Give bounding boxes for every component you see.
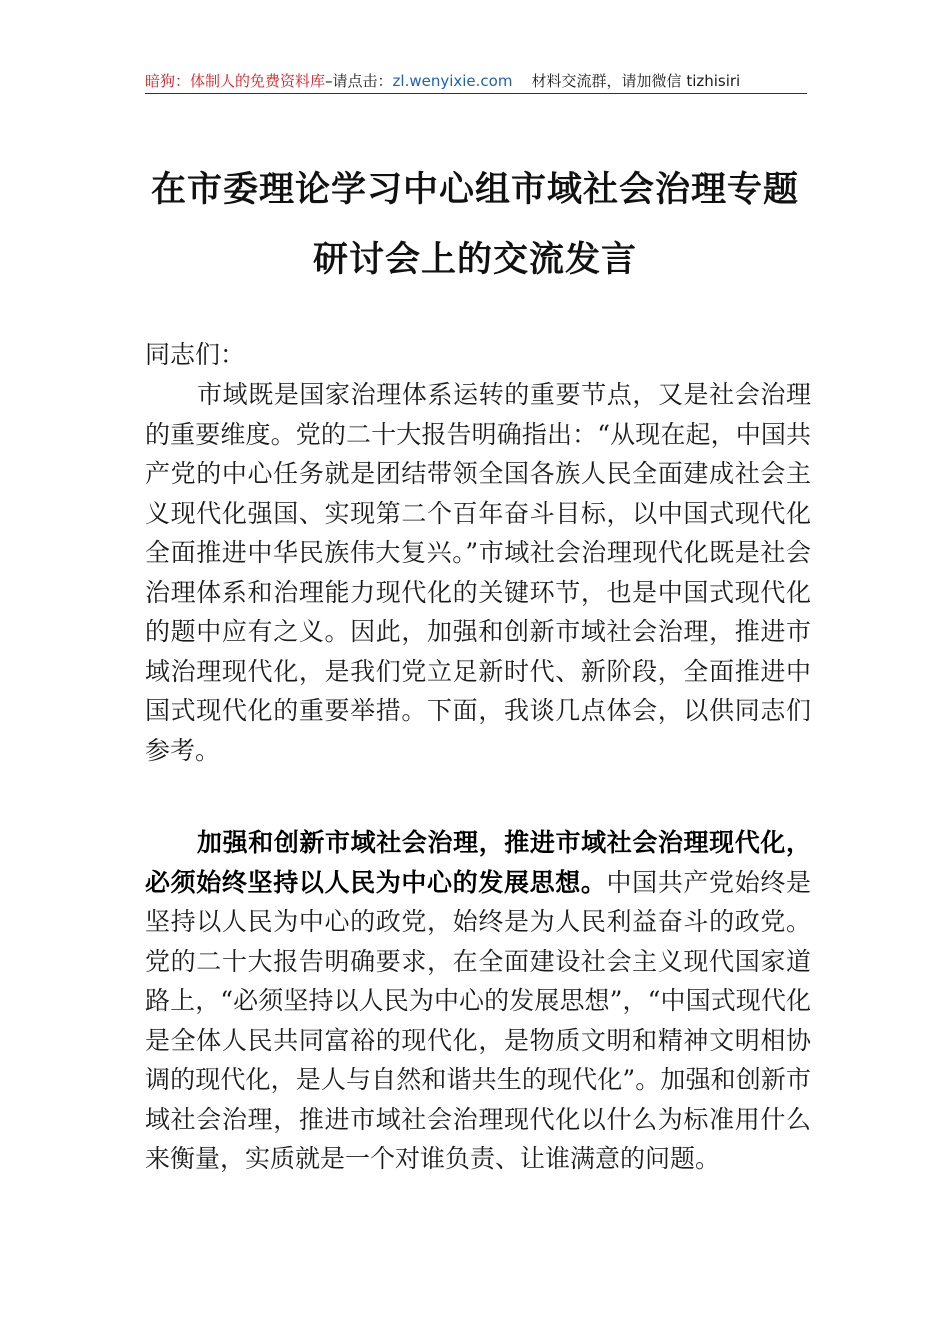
paragraph-2	[145, 823, 811, 1179]
paragraph-1: 市域既是国家治理体系运转的重要节点，又是社会治理的重要维度。党的二十大报告明确指出：“从现在起，中国共产党的中心任务就是团结带领全国各族人民全面建成社会主义现代化强国、实现第二个百年奋斗目标，以中国式现代化全面推进中华民族伟大复兴。”市域社会治理现代化既是社会治理体系和治理能力现代化的关键环节，也是中国式现代化的题中应有之义。因此，加强和创新市域社会治理，推进市域治理现代化，是我们党立足新时代、新阶段，全面推进中国式现代化的重要举措。下面，我谈几点体会，以供同志们参考。	[145, 380, 811, 765]
document-title-line2: 研讨会上的交流发言	[312, 239, 637, 280]
document-title-line1: 在市委理论学习中心组市域社会治理专题	[150, 169, 799, 210]
paragraph-2-text: 中国共产党始终是坚持以人民为中心的政党，始终是为人民利益奋斗的政党。党的二十大报告明确要求，在全面建设社会主义现代国家道路上，“必须坚持以人民为中心的发展思想”，“中国式现代化是全体人民共同富裕的现代化，是物质文明和精神文明相协调的现代化，是人与自然和谐共生的现代化”。加强和创新市域社会治理，推进市域社会治理现代化以什么为标准用什么来衡量，实质就是一个对谁负责、让谁满意的问题。	[145, 867, 811, 1173]
page-header	[145, 70, 805, 92]
header-group-text: 材料交流群，请加微信 tizhisiri	[531, 72, 741, 90]
header-divider	[145, 93, 807, 94]
paragraph-2-bold-lead: 加强和创新市域社会治理，推进市域社会治理现代化，必须始终坚持以人民为中心的发展思想。	[145, 828, 811, 897]
header-source-label: 暗狗：体制人的免费资料库	[145, 72, 326, 90]
salutation: 同志们：	[145, 340, 246, 369]
header-click-label: –请点击：	[325, 72, 393, 90]
header-url-link[interactable]: zl.wenyixie.com	[392, 72, 513, 90]
